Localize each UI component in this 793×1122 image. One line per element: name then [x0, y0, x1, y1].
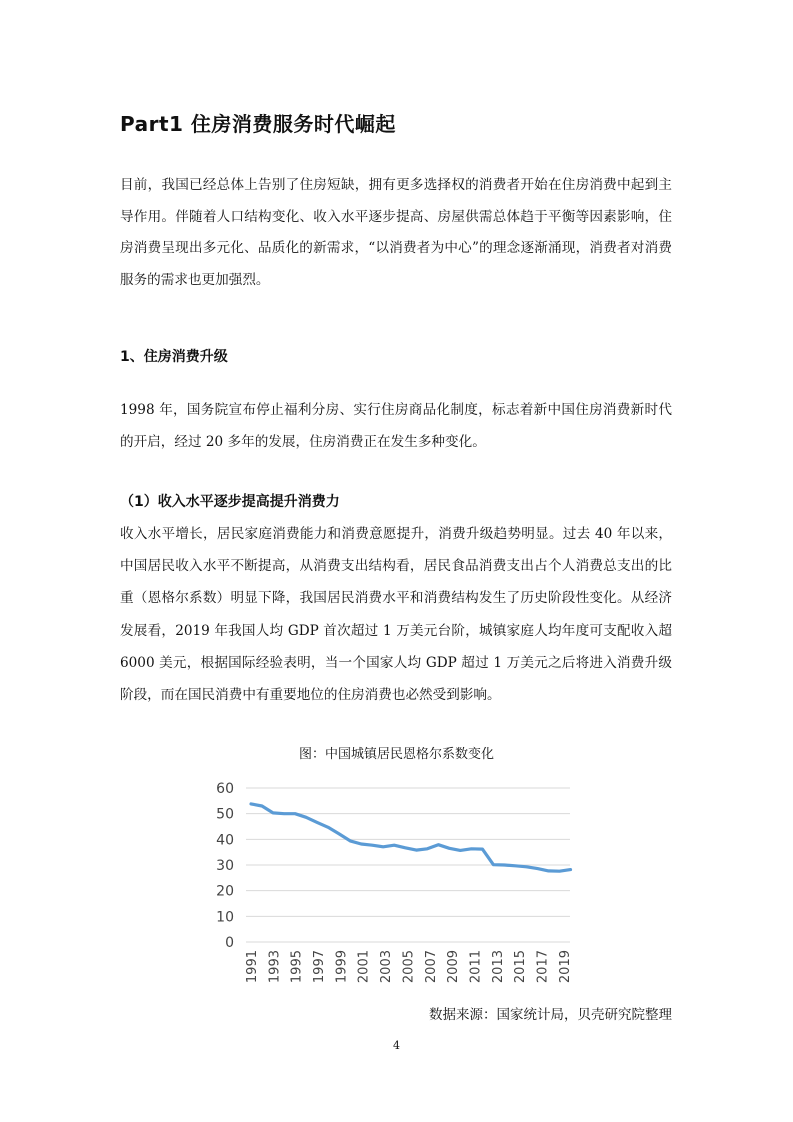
x-tick-label: 2001: [356, 950, 372, 984]
section-paragraph: 1998 年，国务院宣布停止福利分房、实行住房商品化制度，标志着新中国住房消费新时代的开启，经过 20 多年的发展，住房消费正在发生多种变化。: [120, 402, 672, 450]
engel-coefficient-line-chart: [200, 770, 580, 990]
data-source-note: 数据来源：国家统计局，贝壳研究院整理: [429, 1007, 672, 1023]
subsection-paragraph: 收入水平增长，居民家庭消费能力和消费意愿提升，消费升级趋势明显。过去 40 年以来，中国居民收入水平不断提高，从消费支出结构看，居民食品消费支出占个人消费总支出的比重（恩格尔系数）明显下降，我国居民消费水平和消费结构发生了历史阶段性变化。从经济发展看，2019 年我国人均 GDP 首次超过 1 万美元台阶，城镇家庭人均年度可支配收入超 6000 美元，根据国际经验表明，当一个国家人均 GDP 超过 1 万美元之后将进入消费升级阶段，而在国民消费中有重要地位的住房消费也必然受到影响。: [120, 526, 672, 704]
x-tick-label: 2019: [557, 950, 573, 984]
page-number: 4: [393, 1039, 400, 1052]
y-tick-label: 0: [225, 935, 234, 951]
x-tick-label: 2013: [490, 950, 506, 984]
x-tick-label: 2015: [513, 950, 529, 984]
y-tick-label: 20: [216, 883, 234, 900]
x-tick-label: 2011: [468, 950, 484, 984]
x-tick-label: 1993: [267, 950, 283, 984]
y-tick-label: 50: [216, 806, 234, 823]
x-tick-label: 2003: [379, 950, 395, 984]
x-tick-label: 1997: [312, 950, 328, 984]
x-tick-label: 2009: [446, 950, 462, 984]
x-tick-label: 1991: [245, 950, 260, 984]
y-tick-label: 10: [216, 909, 234, 926]
intro-paragraph: 目前，我国已经总体上告别了住房短缺，拥有更多选择权的消费者开始在住房消费中起到主导作用。伴随着人口结构变化、收入水平逐步提高、房屋供需总体趋于平衡等因素影响，住房消费呈现出多元化、品质化的新需求，“以消费者为中心”的理念逐渐涌现，消费者对消费服务的需求也更加强烈。: [120, 177, 672, 289]
x-tick-label: 2017: [535, 950, 551, 984]
chart-caption: 图：中国城镇居民恩格尔系数变化: [298, 747, 494, 762]
subsection-heading: （1）收入水平逐步提高提升消费力: [120, 494, 340, 510]
x-tick-label: 1995: [289, 950, 305, 984]
y-tick-label: 30: [216, 858, 234, 874]
y-tick-label: 40: [216, 832, 234, 849]
y-tick-label: 60: [216, 781, 234, 797]
x-tick-label: 2007: [423, 950, 439, 984]
x-tick-label: 2005: [401, 950, 417, 984]
page-title: Part1 住房消费服务时代崛起: [120, 112, 396, 136]
section-heading: 1、住房消费升级: [120, 349, 228, 365]
x-tick-label: 1999: [334, 950, 350, 984]
